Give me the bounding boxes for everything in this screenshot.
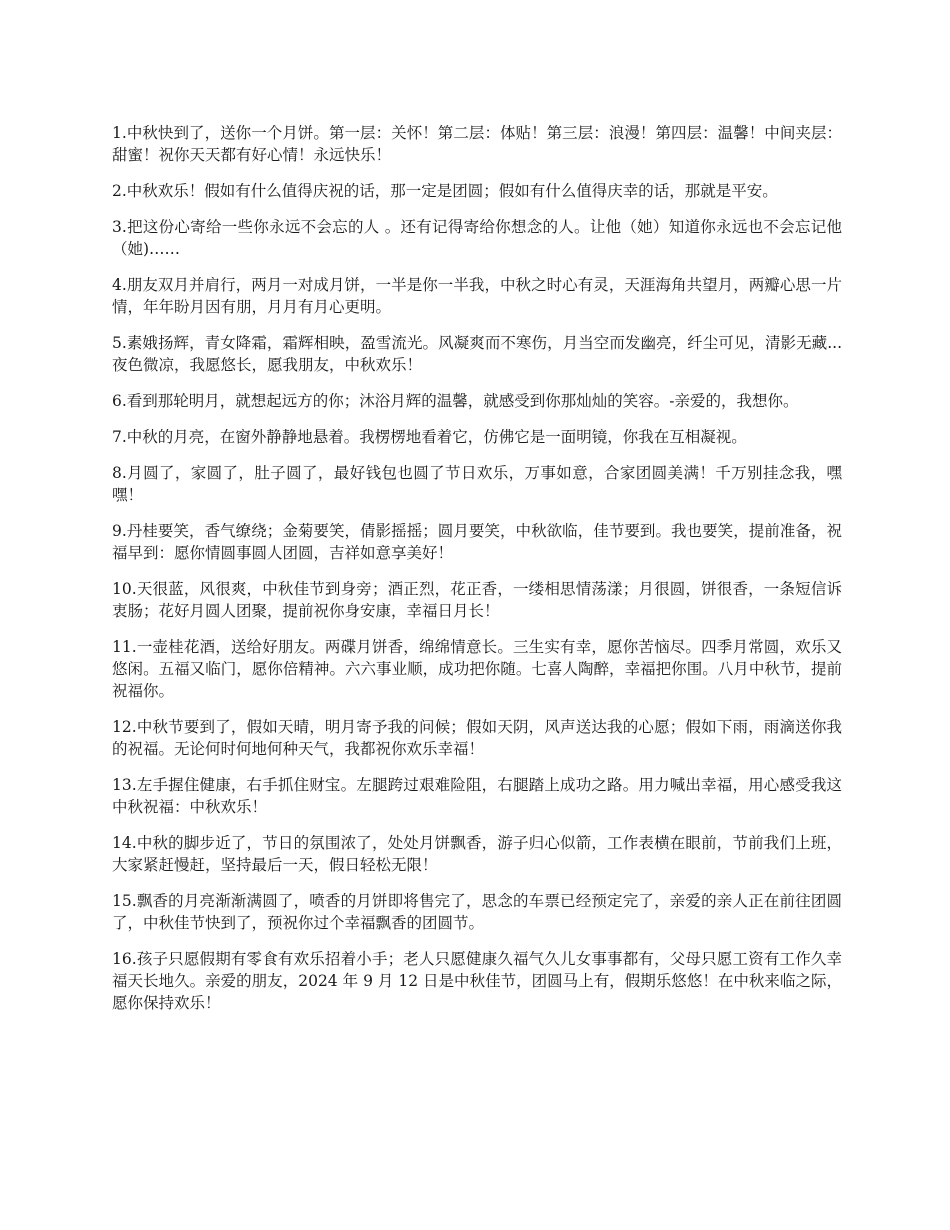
paragraph-11: 11.一壶桂花酒，送给好朋友。两碟月饼香，绵绵情意长。三生实有幸，愿你苦恼尽。四季月常圆，欢乐又悠闲。五福又临门，愿你倍精神。六六事业顺，成功把你随。七喜人陶醉，幸福把你围。八月中秋节，提前祝福你。 <box>112 638 842 700</box>
paragraph-9: 9.丹桂要笑，香气缭绕；金菊要笑，倩影摇摇；圆月要笑，中秋欲临，佳节要到。我也要笑，提前准备，祝福早到：愿你情圆事圆人团圆，吉祥如意享美好！ <box>112 522 842 562</box>
paragraph-4: 4.朋友双月并肩行，两月一对成月饼，一半是你一半我，中秋之时心有灵，天涯海角共望月，两瓣心思一片情，年年盼月因有朋，月月有月心更明。 <box>112 276 842 316</box>
paragraph-16: 16.孩子只愿假期有零食有欢乐招着小手；老人只愿健康久福气久儿女事事都有，父母只愿工资有工作久幸福天长地久。亲爱的朋友，2024 年 9 月 12 日是中秋佳节，团圆马上有，假期乐悠悠！在中秋来临之际，愿你保持欢乐！ <box>112 950 842 1012</box>
paragraph-12: 12.中秋节要到了，假如天晴，明月寄予我的问候；假如天阴，风声送达我的心愿；假如下雨，雨滴送你我的祝福。无论何时何地何种天气，我都祝你欢乐幸福！ <box>112 718 842 758</box>
document-body <box>112 122 842 1028</box>
paragraph-15: 15.飘香的月亮渐渐满圆了，喷香的月饼即将售完了，思念的车票已经预定完了，亲爱的亲人正在前往团圆了，中秋佳节快到了，预祝你过个幸福飘香的团圆节。 <box>112 892 842 932</box>
paragraph-13: 13.左手握住健康，右手抓住财宝。左腿跨过艰难险阻，右腿踏上成功之路。用力喊出幸福，用心感受我这中秋祝福：中秋欢乐！ <box>112 776 842 816</box>
paragraph-3: 3.把这份心寄给一些你永远不会忘的人 。还有记得寄给你想念的人。让他（她）知道你永远也不会忘记他（她)…… <box>112 218 842 258</box>
paragraph-8: 8.月圆了，家圆了，肚子圆了，最好钱包也圆了节日欢乐，万事如意，合家团圆美满！千万别挂念我，嘿嘿！ <box>112 464 842 504</box>
paragraph-1: 1.中秋快到了，送你一个月饼。第一层：关怀！第二层：体贴！第三层：浪漫！第四层：温馨！中间夹层：甜蜜！祝你天天都有好心情！永远快乐！ <box>112 124 842 164</box>
paragraph-10: 10.天很蓝，风很爽，中秋佳节到身旁；酒正烈，花正香，一缕相思情荡漾；月很圆，饼很香，一条短信诉衷肠；花好月圆人团聚，提前祝你身安康，幸福日月长！ <box>112 580 842 620</box>
paragraph-5: 5.素娥扬辉，青女降霜，霜辉相映，盈雪流光。风凝爽而不寒伤，月当空而发幽亮，纤尘可见，清影无藏...夜色微凉，我愿悠长，愿我朋友，中秋欢乐！ <box>112 334 842 374</box>
paragraph-7: 7.中秋的月亮，在窗外静静地悬着。我楞楞地看着它，仿佛它是一面明镜，你我在互相凝视。 <box>112 428 747 446</box>
paragraph-6: 6.看到那轮明月，就想起远方的你；沐浴月辉的温馨，就感受到你那灿灿的笑容。-亲爱的，我想你。 <box>112 392 799 410</box>
paragraph-2: 2.中秋欢乐！假如有什么值得庆祝的话，那一定是团圆；假如有什么值得庆幸的话，那就是平安。 <box>112 182 778 200</box>
paragraph-14: 14.中秋的脚步近了，节日的氛围浓了，处处月饼飘香，游子归心似箭，工作表横在眼前，节前我们上班，大家紧赶慢赶，坚持最后一天，假日轻松无限！ <box>112 834 842 874</box>
